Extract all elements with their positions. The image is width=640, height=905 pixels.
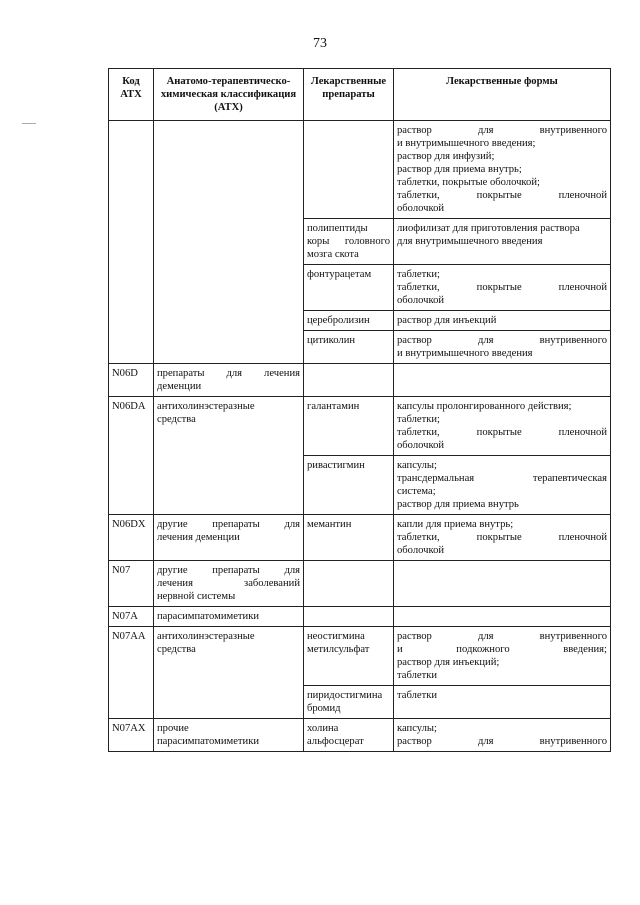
- forms-cell: [394, 364, 611, 397]
- table-row: [109, 607, 611, 627]
- code-cell: [109, 121, 154, 364]
- atx-table: [108, 68, 611, 752]
- table-row: [109, 515, 611, 561]
- forms-cell: [394, 607, 611, 627]
- drug-cell: мемантин: [304, 515, 394, 561]
- classification-cell: препараты для лечения деменции: [154, 364, 304, 397]
- forms-cell: капли для приема внутрь; таблетки, покрытые пленочной оболочкой: [394, 515, 611, 561]
- drug-cell: [304, 121, 394, 219]
- drug-cell: галантамин: [304, 397, 394, 456]
- classification-cell: [154, 121, 304, 364]
- drug-cell: [304, 364, 394, 397]
- code-cell: N06DA: [109, 397, 154, 515]
- code-cell: N06D: [109, 364, 154, 397]
- code-cell: N07AX: [109, 719, 154, 752]
- table-row: [109, 397, 611, 456]
- code-cell: N07A: [109, 607, 154, 627]
- code-cell: N07: [109, 561, 154, 607]
- table-row: [109, 561, 611, 607]
- drug-cell: цитиколин: [304, 331, 394, 364]
- forms-cell: таблетки: [394, 686, 611, 719]
- table-row: [109, 121, 611, 219]
- drug-cell: фонтурацетам: [304, 265, 394, 311]
- table-row: [109, 719, 611, 752]
- page-number: 73: [313, 36, 327, 51]
- classification-cell: антихолинэстеразные средства: [154, 397, 304, 515]
- header-drugs: Лекарственные препараты: [304, 69, 394, 121]
- table-header-row: [109, 69, 611, 121]
- drug-cell: холина альфосцерат: [304, 719, 394, 752]
- forms-cell: раствор для внутривенного и подкожного введения; раствор для инъекций; таблетки: [394, 627, 611, 686]
- header-forms: Лекарственные формы: [394, 69, 611, 121]
- forms-cell: лиофилизат для приготовления раствора для внутримышечного введения: [394, 219, 611, 265]
- table-row: [109, 364, 611, 397]
- margin-mark: [22, 123, 36, 124]
- classification-cell: антихолинэстеразные средства: [154, 627, 304, 719]
- classification-cell: другие препараты для лечения деменции: [154, 515, 304, 561]
- drug-cell: церебролизин: [304, 311, 394, 331]
- drug-cell: ривастигмин: [304, 456, 394, 515]
- table-row: [109, 627, 611, 686]
- forms-cell: капсулы пролонгированного действия; таблетки; таблетки, покрытые пленочной оболочкой: [394, 397, 611, 456]
- classification-cell: другие препараты для лечения заболеваний нервной системы: [154, 561, 304, 607]
- forms-cell: капсулы; трансдермальная терапевтическая система; раствор для приема внутрь: [394, 456, 611, 515]
- drug-cell: неостигмина метилсульфат: [304, 627, 394, 686]
- classification-cell: парасимпатомиметики: [154, 607, 304, 627]
- drug-cell: [304, 607, 394, 627]
- forms-cell: капсулы; раствор для внутривенного: [394, 719, 611, 752]
- forms-cell: [394, 561, 611, 607]
- drug-cell: полипептиды коры головного мозга скота: [304, 219, 394, 265]
- classification-cell: прочие парасимпатомиметики: [154, 719, 304, 752]
- header-code: Код АТХ: [109, 69, 154, 121]
- code-cell: N06DX: [109, 515, 154, 561]
- drug-cell: [304, 561, 394, 607]
- drug-cell: пиридостигмина бромид: [304, 686, 394, 719]
- code-cell: N07AA: [109, 627, 154, 719]
- forms-cell: раствор для внутривенного и внутримышечного введения: [394, 331, 611, 364]
- forms-cell: таблетки; таблетки, покрытые пленочной оболочкой: [394, 265, 611, 311]
- header-classification: Анатомо-терапевтическо-химическая классификация (АТХ): [154, 69, 304, 121]
- forms-cell: раствор для инъекций: [394, 311, 611, 331]
- forms-cell: раствор для внутривенного и внутримышечного введения; раствор для инфузий; раствор для приема внутрь; таблетки, покрытые оболочкой; таблетки, покрытые пленочной оболочкой: [394, 121, 611, 219]
